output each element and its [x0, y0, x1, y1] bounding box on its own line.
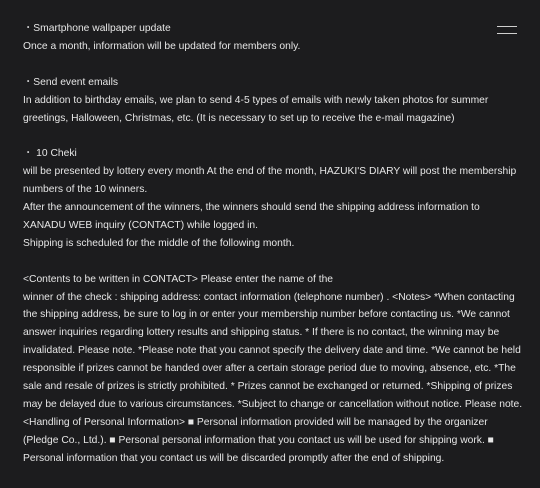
contact-line: the shipping address, be sure to log in or enter your membership number before contacting us. *We cannot [23, 309, 510, 321]
cheki-title: ・ 10 Cheki [23, 148, 77, 160]
contact-line: responsible if prizes cannot be handed over after a certain storage period due to moving, absence, etc. *The [23, 363, 516, 375]
emails-line: In addition to birthday emails, we plan to send 4-5 types of emails with newly taken photos for summer [23, 94, 489, 106]
emails-line: greetings, Halloween, Christmas, etc. (It is necessary to set up to receive the e-mail magazine) [23, 112, 455, 124]
wallpaper-title: ・Smartphone wallpaper update [23, 23, 171, 34]
cheki-line: numbers of the 10 winners. [23, 184, 148, 196]
contact-line: winner of the check : shipping address: contact information (telephone number) . <Notes> *When contacting [23, 291, 515, 303]
contact-line: may be delayed due to various circumstances. *Subject to change or cancellation without notice. Please note. [23, 398, 523, 410]
contact-line: <Contents to be written in CONTACT> Please enter the name of the [23, 273, 334, 285]
contact-line: (Pledge Co., Ltd.). ■ Personal personal information that you contact us will be used for shipping work. ■ [23, 434, 494, 446]
cheki-line: XANADU WEB inquiry (CONTACT) while logged in. [23, 219, 258, 231]
wallpaper-section [23, 20, 523, 56]
emails-section [23, 74, 523, 128]
contact-line: <Handling of Personal Information> ■ Personal information provided will be managed by the organizer [23, 416, 488, 428]
contact-line: answer inquiries regarding lottery results and shipping status. * If there is no contact, the winning may be [23, 327, 500, 339]
contact-line: Personal information that you contact us will be discarded promptly after the end of shipping. [23, 452, 445, 464]
cheki-line: Shipping is scheduled for the middle of the following month. [23, 237, 295, 249]
announcement-content [23, 20, 523, 486]
cheki-section [23, 145, 523, 252]
cheki-line: After the announcement of the winners, the winners should send the shipping address information to [23, 202, 480, 214]
emails-title: ・Send event emails [23, 76, 119, 88]
contact-section [23, 271, 523, 468]
contact-line: sale and resale of prizes is strictly prohibited. * Prizes cannot be exchanged or returned. *Shipping of prizes [23, 381, 513, 393]
contact-line: invalidated. Please note. *Please note that you cannot specify the delivery date and time. *We cannot be held [23, 345, 521, 357]
wallpaper-line: Once a month, information will be updated for members only. [23, 40, 301, 52]
cheki-line: will be presented by lottery every month At the end of the month, HAZUKI'S DIARY will post the membership [23, 166, 517, 178]
